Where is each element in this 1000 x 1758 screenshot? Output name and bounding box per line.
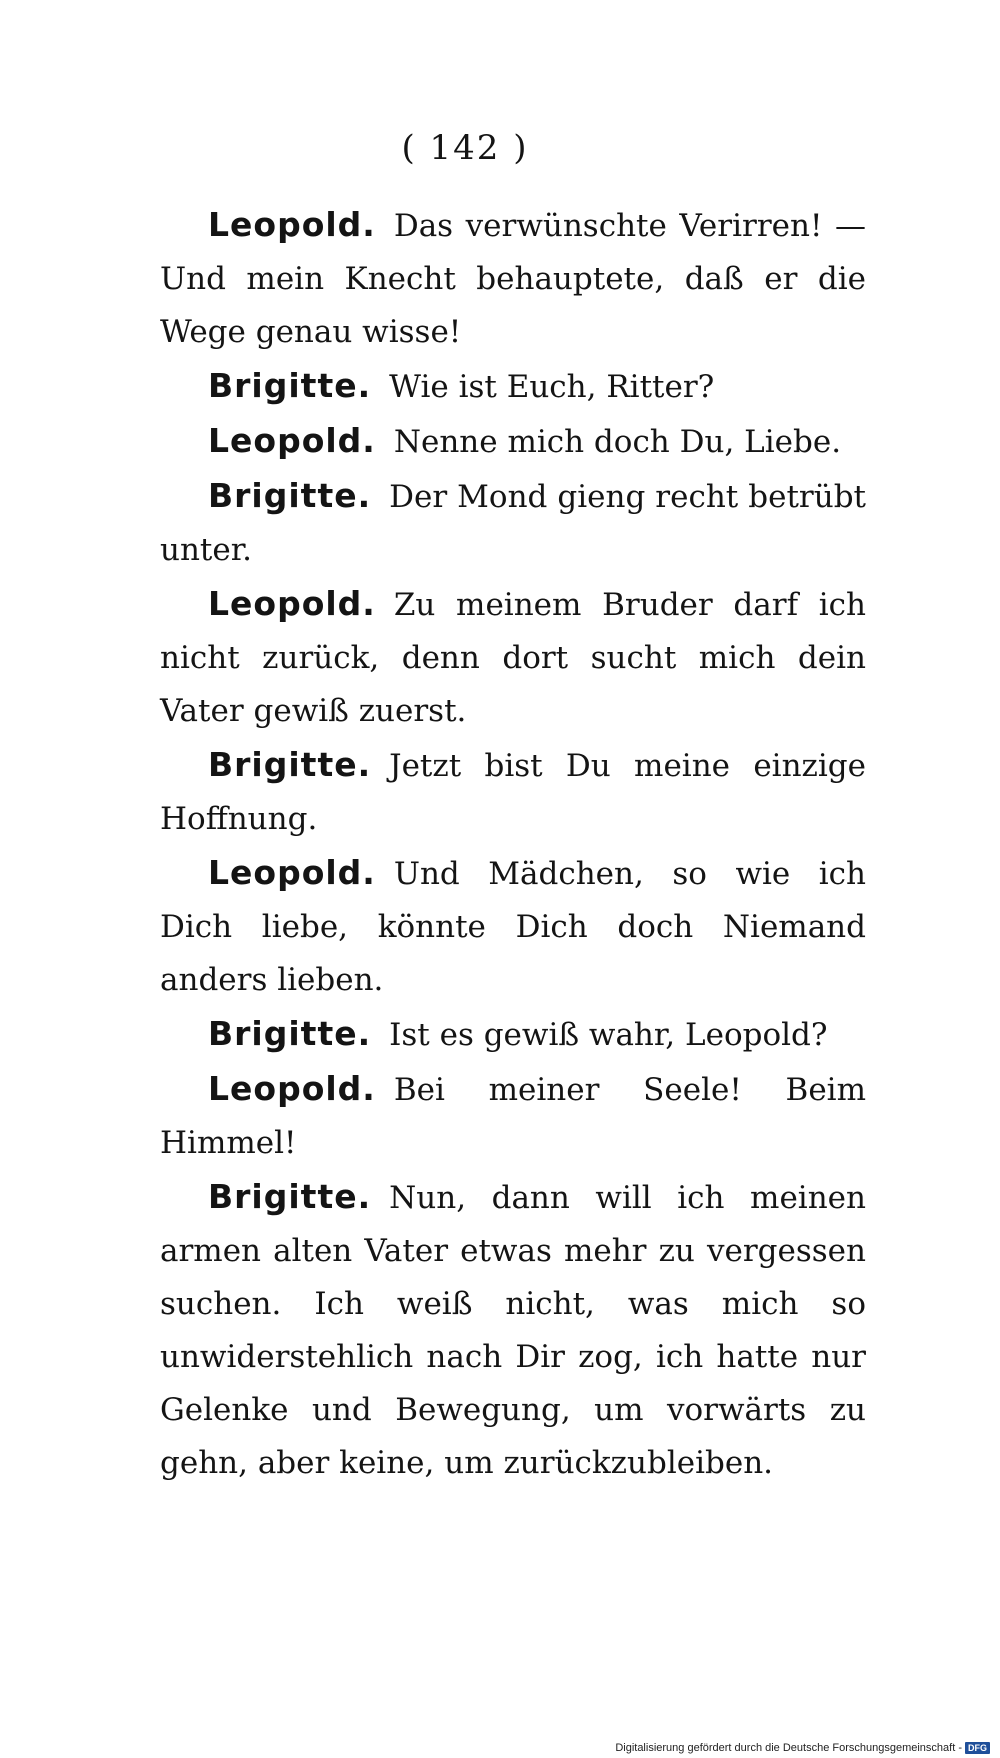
speech-text: Nun, dann will ich meinen armen alten Vater etwas mehr zu vergessen suchen. Ich weiß nicht, was mich so unwiderstehlich nach Dir zog, ich hatte nur Gelenke und Bewegung, um vorwärts zu gehn, aber keine, um zurückzubleiben. [160,1180,866,1481]
speaker-name: Brigitte. [208,476,372,515]
speech-text: Jetzt bist Du meine einzige Hoffnung. [160,748,866,837]
speech-text: Das verwünschte Verirren! — Und mein Knecht behauptete, daß er die Wege genau wisse! [160,208,866,350]
speech-3 [160,414,866,469]
dialogue-text [160,198,866,1490]
speech-5 [160,577,866,738]
speech-text: Nenne mich doch Du, Liebe. [393,424,842,460]
speaker-name: Leopold. [208,1069,376,1108]
speech-7 [160,846,866,1007]
speaker-name: Brigitte. [208,1177,372,1216]
speech-text: Und Mädchen, so wie ich Dich liebe, könnte Dich doch Niemand anders lieben. [160,856,866,998]
speaker-name: Leopold. [208,584,376,623]
speech-text: Wie ist Euch, Ritter? [389,369,715,405]
credit-text: Digitalisierung gefördert durch die Deutsche Forschungsgemeinschaft - [615,1742,962,1754]
speech-text: Zu meinem Bruder darf ich nicht zurück, denn dort sucht mich dein Vater gewiß zuerst. [160,587,866,729]
speech-4 [160,469,866,577]
speech-text: Bei meiner Seele! Beim Himmel! [160,1072,866,1161]
speech-8 [160,1007,866,1062]
speaker-name: Leopold. [208,421,376,460]
speech-text: Ist es gewiß wahr, Leopold? [389,1017,828,1053]
speech-9 [160,1062,866,1170]
speech-text: Der Mond gieng recht betrübt unter. [160,479,866,568]
speaker-name: Brigitte. [208,745,372,784]
dfg-logo-icon: DFG [965,1742,990,1754]
speaker-name: Leopold. [208,205,376,244]
speaker-name: Brigitte. [208,366,372,405]
speech-2 [160,359,866,414]
speech-1 [160,198,866,359]
digitization-credit [615,1742,990,1754]
speech-10 [160,1170,866,1490]
page-number: ( 142 ) [401,128,529,168]
speaker-name: Brigitte. [208,1014,372,1053]
speaker-name: Leopold. [208,853,376,892]
speech-6 [160,738,866,846]
